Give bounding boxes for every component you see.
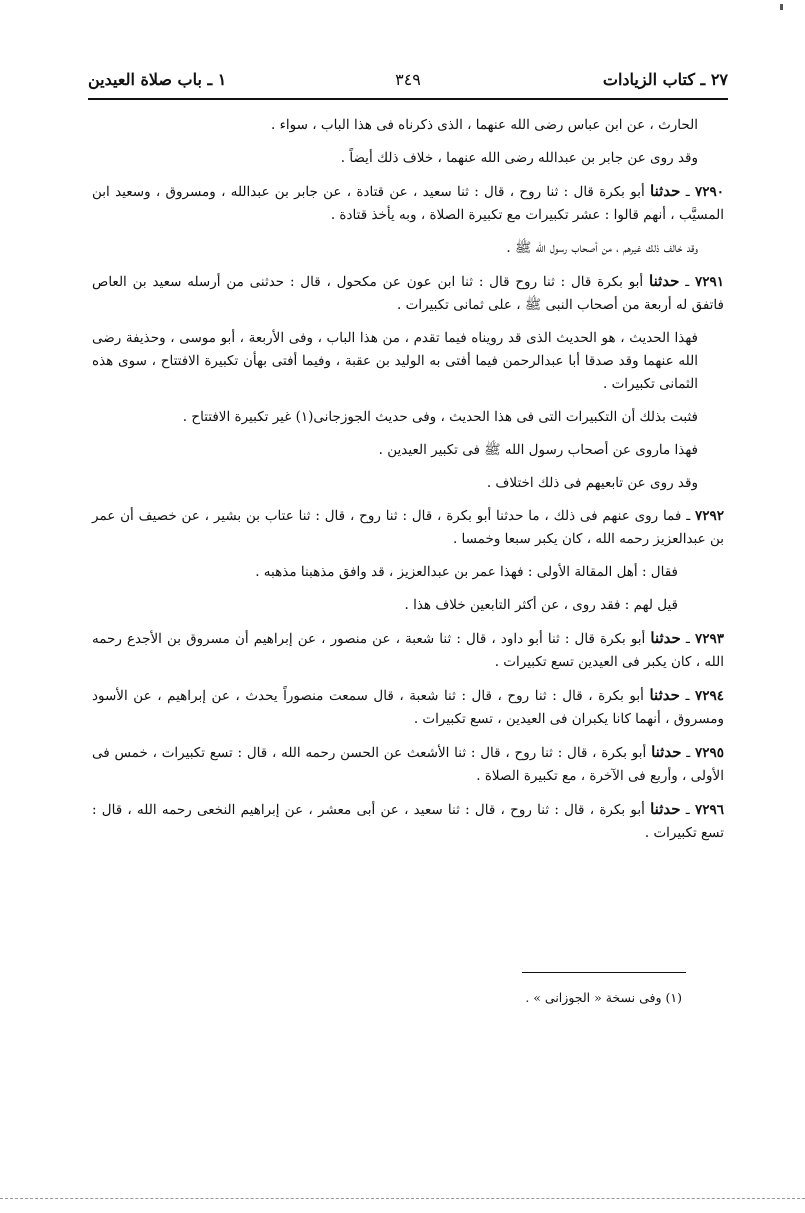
paragraph: فهذا الحديث ، هو الحديث الذى قد رويناه فيما تقدم ، من هذا الباب ، وفى الأربعة ، أبو موسى ، وحذيفة رضى الله عنهما وقد صدقا أبا عبدالرحمن فيما أفتى به الوليد بن عقبة ، وفيما أفتى بهأن تكبيرة الافتتاح ، سوى هذه الثمانى تكبيرات . — [92, 330, 698, 392]
hadith-keyword: حدثنا — [649, 272, 680, 290]
main-text — [92, 114, 724, 855]
hadith-keyword: حدثنا — [650, 800, 681, 818]
hadith-number: ٧٢٩٢ — [694, 508, 724, 524]
hadith-paragraph: ٧٢٩٤ ـ حدثنا أبو بكرة ، قال : ثنا روح ، قال : ثنا شعبة ، قال سمعت منصوراً يحدث ، عن إبراهيم ، عن الأسود ومسروق ، أنهما كانا يكبران فى العيدين ، تسع تكبيرات . — [92, 686, 724, 727]
hadith-paragraph: ٧٢٩٦ ـ حدثنا أبو بكرة ، قال : ثنا روح ، قال : ثنا سعيد ، عن أبى معشر ، عن إبراهيم النخعى رحمه الله ، قال : تسع تكبيرات . — [92, 800, 724, 841]
page-number: ٣٤٩ — [395, 70, 421, 89]
hadith-number: ٧٢٩٠ — [694, 184, 724, 200]
running-header — [88, 70, 728, 94]
book-title: ٢٧ ـ كتاب الزيادات — [602, 70, 728, 89]
paragraph: وقد روى عن جابر بن عبدالله رضى الله عنهما ، خلاف ذلك أيضاً . — [340, 150, 698, 166]
hadith-paragraph: ٧٢٩٠ ـ حدثنا أبو بكرة قال : ثنا روح ، قال : ثنا سعيد ، عن قتادة ، عن جابر بن عبدالله ، ومسروق ، وسعيد ابن المسيَّب ، أنهم قالوا : عشر تكبيرات مع تكبيرة الصلاة ، وبه يأخذ قتادة . — [92, 182, 724, 223]
chapter-title: ١ ـ باب صلاة العيدين — [88, 70, 227, 89]
header-rule — [88, 98, 728, 100]
paragraph: فثبت بذلك أن التكبيرات التى فى هذا الحديث ، وفى حديث الجوزجانى(١) غير تكبيرة الافتتاح . — [182, 409, 698, 425]
hadith-paragraph: ٧٢٩٣ ـ حدثنا أبو بكرة قال : ثنا أبو داود ، قال : ثنا شعبة ، عن منصور ، عن إبراهيم أن مسروق بن الأجدع رحمه الله ، كان يكبر فى العيدين تسع تكبيرات . — [92, 629, 724, 670]
paragraph: فقال : أهل المقالة الأولى : فهذا عمر بن عبدالعزيز ، قد وافق مذهبنا مذهبه . — [255, 564, 678, 580]
footnote: (١) وفى نسخة « الجوزانى » . — [525, 990, 682, 1005]
paragraph: فهذا ماروى عن أصحاب رسول الله ﷺ فى تكبير العيدين . — [378, 442, 698, 458]
hadith-number: ٧٢٩٥ — [694, 745, 724, 761]
hadith-keyword: حدثنا — [650, 182, 681, 200]
paragraph: وقد روى عن تابعيهم فى ذلك اختلاف . — [486, 475, 698, 491]
hadith-paragraph: ٧٢٩٥ ـ حدثنا أبو بكرة ، قال : ثنا روح ، قال : ثنا الأشعث عن الحسن رحمه الله ، قال : تسع تكبيرات ، خمس فى الأولى ، وأربع فى الآخرة ، مع تكبيرة الصلاة . — [92, 743, 724, 784]
hadith-keyword: حدثنا — [649, 686, 680, 704]
paragraph: قيل لهم : فقد روى ، عن أكثر التابعين خلاف هذا . — [404, 597, 678, 613]
scan-edge — [0, 1198, 805, 1199]
paragraph: الحارث ، عن ابن عباس رضى الله عنهما ، الذى ذكرناه فى هذا الباب ، سواء . — [270, 117, 698, 133]
paragraph: وقد خالف ذلك غيرهم ، من أصحاب رسول الله ﷺ . — [506, 240, 698, 256]
scan-mark — [780, 4, 783, 10]
hadith-number: ٧٢٩١ — [694, 274, 724, 290]
hadith-number: ٧٢٩٦ — [694, 802, 724, 818]
hadith-number: ٧٢٩٤ — [694, 688, 724, 704]
hadith-number: ٧٢٩٣ — [694, 631, 724, 647]
hadith-keyword: حدثنا — [650, 629, 681, 647]
hadith-keyword: حدثنا — [651, 743, 682, 761]
hadith-paragraph: ٧٢٩٢ ـ فما روى عنهم فى ذلك ، ما حدثنا أبو بكرة ، قال : ثنا روح ، قال : ثنا عتاب بن بشير ، عن خصيف أن عمر بن عبدالعزيز رحمه الله ، كان يكبر سبعا وخمسا . — [92, 508, 724, 547]
footnote-rule — [522, 972, 686, 973]
hadith-paragraph: ٧٢٩١ ـ حدثنا أبو بكرة قال : ثنا روح قال : ثنا ابن عون عن مكحول ، قال : حدثنى من أرسله سعيد بن العاص فاتفق له أربعة من أصحاب النبى ﷺ ، على ثمانى تكبيرات . — [92, 272, 724, 313]
